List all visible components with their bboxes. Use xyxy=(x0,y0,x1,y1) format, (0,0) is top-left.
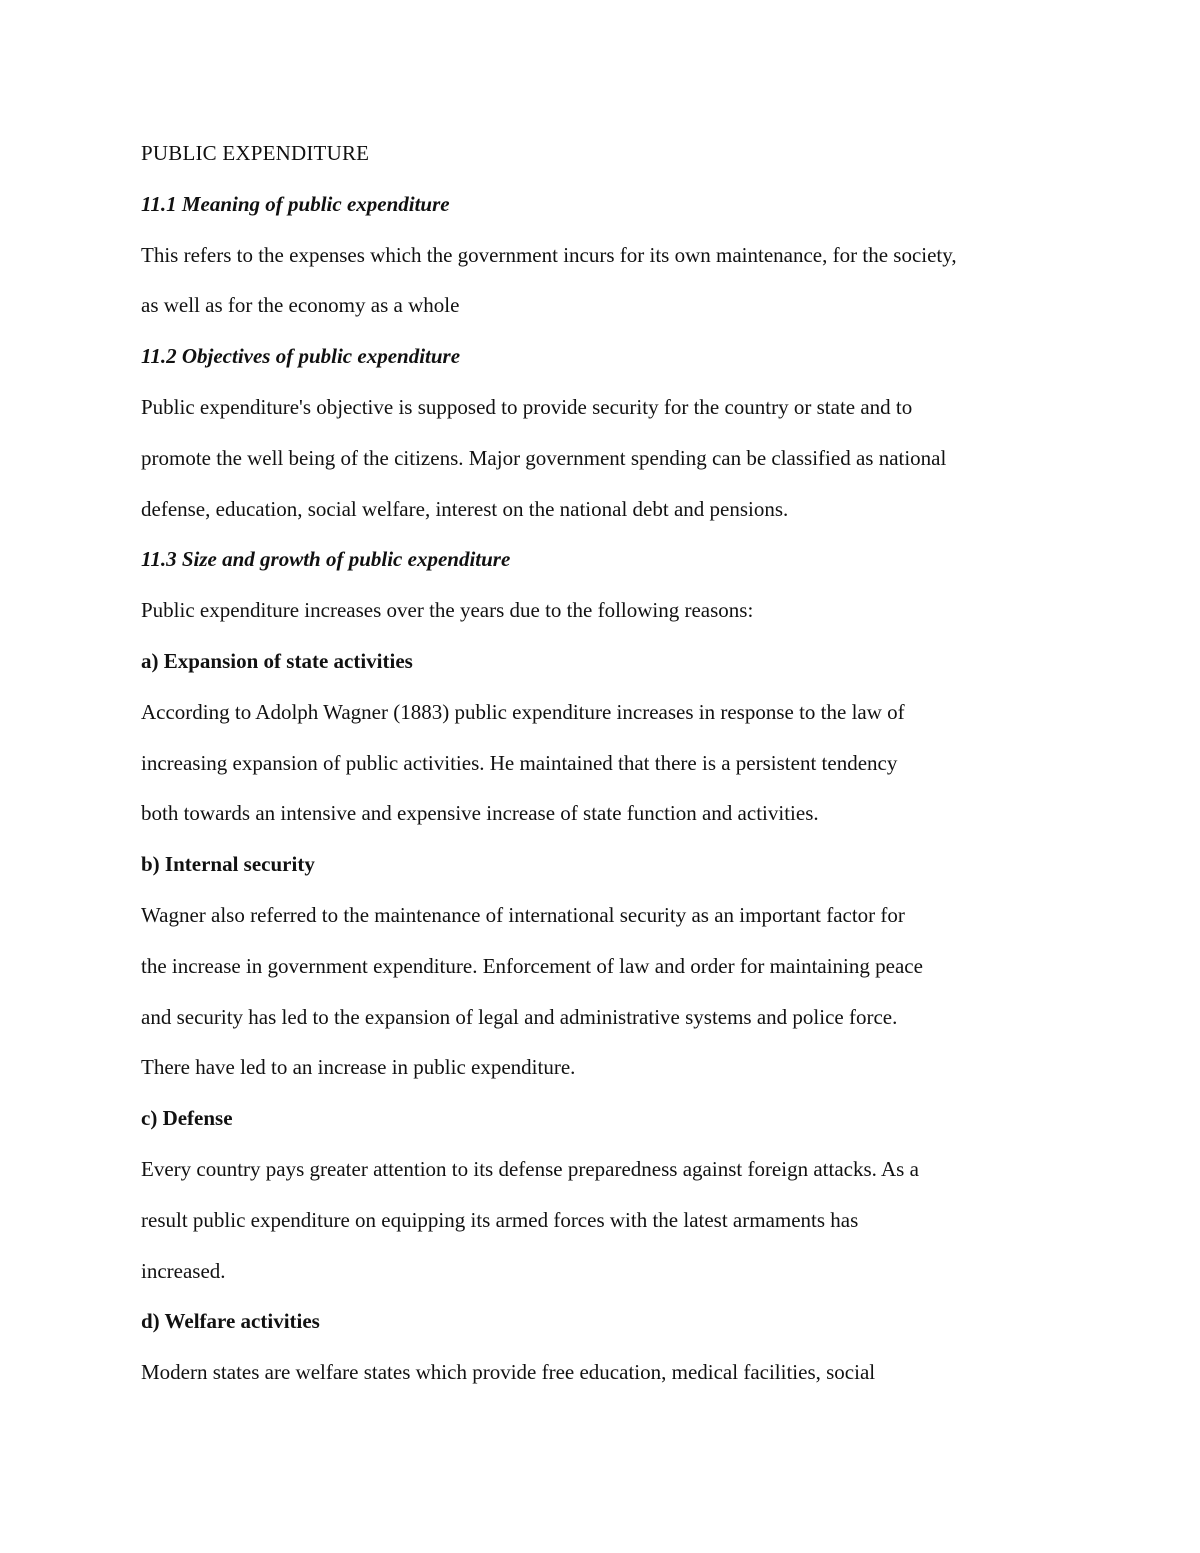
paragraph-line: and security has led to the expansion of legal and administrative systems and police force. xyxy=(141,1004,898,1029)
paragraph-line: increasing expansion of public activities. He maintained that there is a persistent tendency xyxy=(141,750,898,775)
paragraph-line: This refers to the expenses which the government incurs for its own maintenance, for the society, xyxy=(141,242,957,267)
paragraph-line: defense, education, social welfare, interest on the national debt and pensions. xyxy=(141,496,789,521)
paragraph-line: There have led to an increase in public expenditure. xyxy=(141,1055,576,1080)
document-page xyxy=(141,128,1081,1398)
section-heading-meaning: 11.1 Meaning of public expenditure xyxy=(141,191,450,216)
paragraph-line: Public expenditure's objective is supposed to provide security for the country or state and to xyxy=(141,394,913,419)
subheading-internal-security: b) Internal security xyxy=(141,852,315,877)
paragraph-line: Every country pays greater attention to its defense preparedness against foreign attacks. As a xyxy=(141,1156,919,1181)
paragraph-line: promote the well being of the citizens. Major government spending can be classified as national xyxy=(141,445,947,470)
paragraph-line: the increase in government expenditure. Enforcement of law and order for maintaining peace xyxy=(141,953,923,978)
paragraph-line: Wagner also referred to the maintenance of international security as an important factor for xyxy=(141,902,905,927)
paragraph-line: result public expenditure on equipping its armed forces with the latest armaments has xyxy=(141,1207,859,1232)
section-heading-size-growth: 11.3 Size and growth of public expenditure xyxy=(141,547,511,572)
paragraph-line: as well as for the economy as a whole xyxy=(141,293,460,318)
paragraph-line: According to Adolph Wagner (1883) public expenditure increases in response to the law of xyxy=(141,699,905,724)
subheading-defense: c) Defense xyxy=(141,1106,233,1131)
document-title: PUBLIC EXPENDITURE xyxy=(141,141,370,165)
paragraph-line: Public expenditure increases over the years due to the following reasons: xyxy=(141,598,754,623)
subheading-expansion: a) Expansion of state activities xyxy=(141,648,413,673)
paragraph-line: increased. xyxy=(141,1258,226,1283)
section-heading-objectives: 11.2 Objectives of public expenditure xyxy=(141,344,461,369)
paragraph-line: Modern states are welfare states which provide free education, medical facilities, social xyxy=(141,1360,876,1385)
subheading-welfare: d) Welfare activities xyxy=(141,1309,320,1334)
paragraph-line: both towards an intensive and expensive increase of state function and activities. xyxy=(141,801,819,826)
